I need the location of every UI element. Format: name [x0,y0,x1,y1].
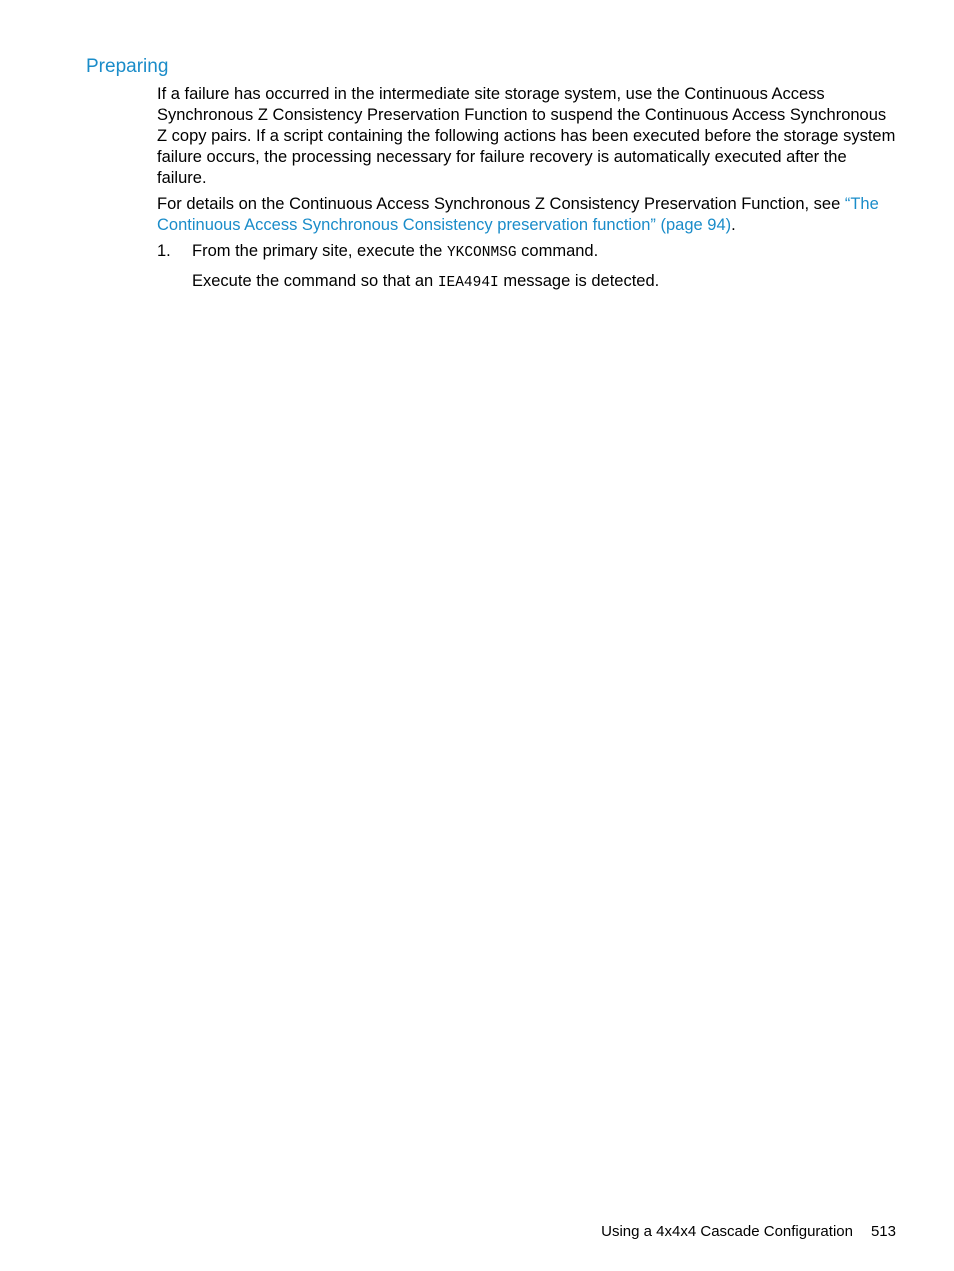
section-heading: Preparing [86,56,169,77]
step-instruction [192,241,897,264]
step-text-suffix: command. [516,242,599,260]
step-detail [192,271,897,294]
step-item [157,241,897,294]
message-code: IEA494I [437,275,499,291]
step-detail-prefix: Execute the command so that an [192,272,438,290]
step-text-prefix: From the primary site, execute the [192,242,447,260]
intro-paragraph [157,84,897,189]
section-body [157,84,897,301]
step-number: 1. [157,242,171,260]
details-paragraph [157,194,897,236]
step-detail-suffix: message is detected. [498,272,660,290]
details-suffix: . [731,216,736,234]
cross-reference-link[interactable]: “The Continuous Access Synchronous Consistency preservation function” (page 94) [157,195,879,234]
page-footer [601,1222,896,1242]
intro-text: If a failure has occurred in the intermediate site storage system, use the Continuous Access Synchronous Z Consistency Preservation Function to suspend the Continuous Access Synchronous Z copy pairs. If a script containing the following actions has been executed before the storage system failure occurs, the processing necessary for failure recovery is automatically executed after the failure. [157,85,896,187]
details-text: For details on the Continuous Access Synchronous Z Consistency Preservation Function, see [157,195,845,213]
page-number: 513 [870,1223,896,1240]
command-code: YKCONMSG [446,245,517,261]
footer-chapter-title: Using a 4x4x4 Cascade Configuration [601,1223,853,1240]
